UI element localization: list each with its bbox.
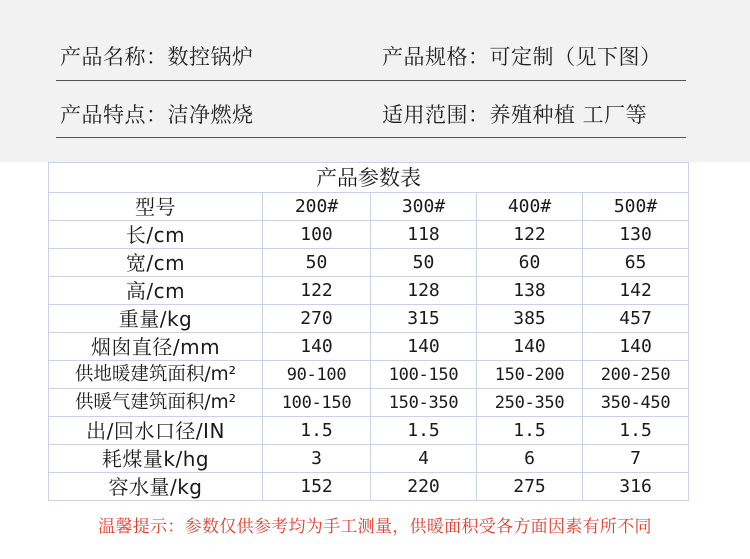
header-cell: 400# xyxy=(477,193,583,221)
table-cell: 220 xyxy=(371,473,477,501)
row-label: 出/回水口径/IN xyxy=(49,417,263,445)
product-name-value: 数控锅炉 xyxy=(167,45,254,69)
product-name-label: 产品名称： xyxy=(60,45,168,69)
row-label: 供暖气建筑面积/m² xyxy=(49,389,263,417)
header-cell: 300# xyxy=(371,193,477,221)
table-cell: 140 xyxy=(583,333,689,361)
product-feature xyxy=(60,99,254,129)
table-cell: 118 xyxy=(371,221,477,249)
table-cell: 140 xyxy=(263,333,371,361)
header-cell: 200# xyxy=(263,193,371,221)
table-cell: 6 xyxy=(477,445,583,473)
product-scope xyxy=(382,99,647,129)
table-cell: 60 xyxy=(477,249,583,277)
product-scope-value: 养殖种植 工厂等 xyxy=(489,103,648,127)
spec-table xyxy=(48,162,689,501)
table-row xyxy=(49,333,689,361)
table-cell: 270 xyxy=(263,305,371,333)
table-cell: 128 xyxy=(371,277,477,305)
table-row xyxy=(49,277,689,305)
table-cell: 90-100 xyxy=(263,361,371,389)
table-cell: 275 xyxy=(477,473,583,501)
table-row xyxy=(49,249,689,277)
table-cell: 142 xyxy=(583,277,689,305)
header-cell: 500# xyxy=(583,193,689,221)
table-row xyxy=(49,445,689,473)
table-cell: 250-350 xyxy=(477,389,583,417)
table-row xyxy=(49,389,689,417)
product-spec-label: 产品规格： xyxy=(382,45,490,69)
table-cell: 1.5 xyxy=(583,417,689,445)
table-cell: 7 xyxy=(583,445,689,473)
info-row-name-spec xyxy=(56,34,686,78)
table-header-row xyxy=(49,193,689,221)
table-cell: 140 xyxy=(477,333,583,361)
warm-tip-note: 温馨提示：参数仅供参考均为手工测量，供暖面积受各方面因素有所不同 xyxy=(98,517,652,537)
row-label: 供地暖建筑面积/m² xyxy=(49,361,263,389)
table-cell: 1.5 xyxy=(263,417,371,445)
table-row xyxy=(49,221,689,249)
table-row xyxy=(49,361,689,389)
table-title: 产品参数表 xyxy=(49,163,689,193)
table-cell: 1.5 xyxy=(371,417,477,445)
table-cell: 315 xyxy=(371,305,477,333)
table-cell: 140 xyxy=(371,333,477,361)
product-scope-label: 适用范围： xyxy=(382,103,490,127)
table-cell: 200-250 xyxy=(583,361,689,389)
product-spec xyxy=(382,41,662,71)
table-row xyxy=(49,473,689,501)
product-feature-value: 洁净燃烧 xyxy=(167,103,254,127)
row-label: 高/cm xyxy=(49,277,263,305)
table-cell: 350-450 xyxy=(583,389,689,417)
table-cell: 1.5 xyxy=(477,417,583,445)
table-cell: 122 xyxy=(477,221,583,249)
table-cell: 100 xyxy=(263,221,371,249)
product-spec-value: 可定制（见下图） xyxy=(489,45,662,69)
product-feature-label: 产品特点： xyxy=(60,103,168,127)
table-cell: 138 xyxy=(477,277,583,305)
product-name xyxy=(60,41,254,71)
divider xyxy=(56,137,686,138)
table-cell: 150-200 xyxy=(477,361,583,389)
table-cell: 100-150 xyxy=(371,361,477,389)
table-cell: 457 xyxy=(583,305,689,333)
header-cell: 型号 xyxy=(49,193,263,221)
table-row xyxy=(49,305,689,333)
table-cell: 152 xyxy=(263,473,371,501)
table-cell: 100-150 xyxy=(263,389,371,417)
table-title-row xyxy=(49,163,689,193)
table-cell: 65 xyxy=(583,249,689,277)
table-cell: 316 xyxy=(583,473,689,501)
table-cell: 50 xyxy=(371,249,477,277)
table-cell: 4 xyxy=(371,445,477,473)
table-cell: 122 xyxy=(263,277,371,305)
row-label: 耗煤量k/hg xyxy=(49,445,263,473)
table-cell: 150-350 xyxy=(371,389,477,417)
info-row-feature-scope xyxy=(56,92,686,136)
row-label: 重量/kg xyxy=(49,305,263,333)
row-label: 烟囱直径/mm xyxy=(49,333,263,361)
table-cell: 50 xyxy=(263,249,371,277)
divider xyxy=(56,80,686,81)
table-cell: 385 xyxy=(477,305,583,333)
row-label: 容水量/kg xyxy=(49,473,263,501)
row-label: 宽/cm xyxy=(49,249,263,277)
row-label: 长/cm xyxy=(49,221,263,249)
table-cell: 3 xyxy=(263,445,371,473)
table-cell: 130 xyxy=(583,221,689,249)
table-row xyxy=(49,417,689,445)
